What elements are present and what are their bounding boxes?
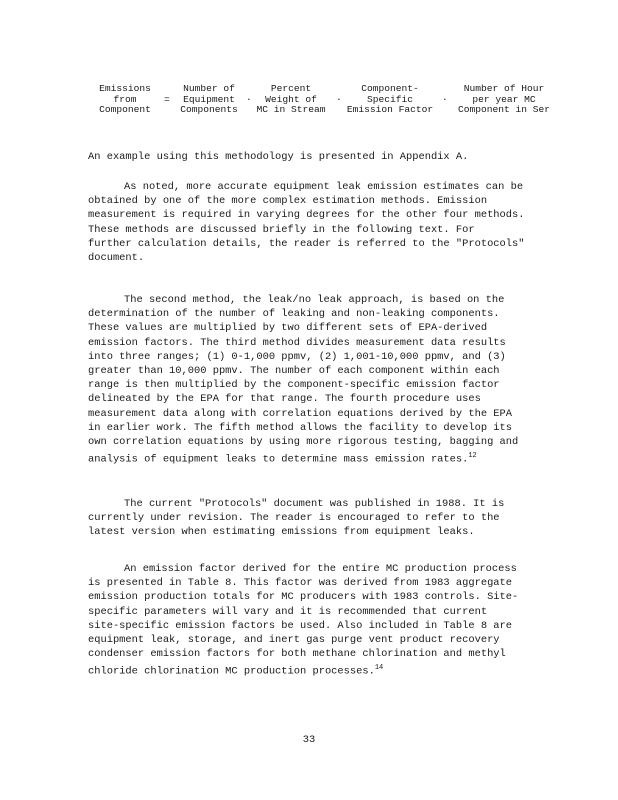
- emission-equation: [90, 84, 570, 124]
- text-line: currently under revision. The reader is encouraged to refer to the: [88, 512, 500, 525]
- text-line: These methods are discussed briefly in the following text. For: [88, 223, 475, 236]
- text-line: emission factors. The third method divides measurement data results: [88, 336, 506, 349]
- text-line-with-footnote: [88, 449, 548, 467]
- text-line: latest version when estimating emissions from equipment leaks.: [88, 526, 475, 539]
- paragraph-protocols-document: [88, 497, 548, 540]
- equation-term-line: Specific: [366, 93, 414, 105]
- equation-term-line: Number of Hour: [463, 84, 545, 94]
- text-line: is presented in Table 8. This factor was derived from 1983 aggregate: [88, 577, 513, 590]
- equation-term-line: Weight of: [265, 93, 317, 105]
- paragraph-leak-methods: [88, 293, 548, 467]
- paragraph-example-reference: [88, 150, 548, 164]
- equation-term-line: MC in Stream: [256, 104, 326, 115]
- text-line: delineated by the EPA for that range. The fourth procedure uses: [88, 393, 481, 406]
- equation-term-line: Component: [99, 104, 151, 115]
- page-number: 33: [302, 734, 316, 746]
- equation-term-emissions: [90, 84, 160, 116]
- equation-term-percent: [250, 84, 332, 116]
- equation-term-line: Number of: [183, 83, 235, 94]
- multiply-sign: ·: [246, 93, 252, 105]
- text-line: These values are multiplied by two different sets of EPA-derived: [88, 322, 488, 335]
- text-line: measurement data along with correlation equations derived by the EPA: [88, 407, 513, 420]
- text-line: site-specific emission factors be used. Also included in Table 8 are: [88, 619, 513, 632]
- text-line: in earlier work. The fifth method allows the facility to develop its: [88, 421, 513, 434]
- equation-term-line: Component-: [361, 83, 419, 94]
- text-line: emission production totals for MC producers with 1983 controls. Site-: [88, 591, 519, 604]
- equals-sign: =: [164, 93, 170, 105]
- text-line: document.: [88, 252, 145, 265]
- text-line: obtained by one of the more complex estimation methods. Emission: [88, 195, 488, 208]
- text-line: measurement is required in varying degrees for the other four methods.: [88, 209, 525, 222]
- text-line: equipment leak, storage, and inert gas purge vent product recovery: [88, 634, 500, 647]
- equation-term-line: Emissions: [99, 83, 151, 94]
- text-line: into three ranges; (1) 0-1,000 ppmv, (2) 1,001-10,000 ppmv, and (3): [88, 350, 506, 363]
- equation-term-line: Emission Factor: [346, 104, 434, 115]
- text-line: further calculation details, the reader is referred to the "Protocols": [88, 237, 525, 250]
- footnote-marker: 14: [374, 664, 384, 673]
- text-line: own correlation equations by using more rigorous testing, bagging and: [88, 436, 519, 449]
- equation-term-line: Components: [180, 104, 238, 115]
- footnote-marker: 12: [468, 452, 477, 461]
- paragraph-emission-factor: [88, 562, 548, 679]
- multiply-sign: ·: [336, 93, 342, 105]
- text-line: specific parameters will vary and it is recommended that current: [88, 605, 488, 618]
- text-line: An example using this methodology is presented in Appendix A.: [88, 151, 469, 163]
- text-line: range is then multiplied by the component-specific emission factor: [88, 379, 500, 392]
- equation-term-line: Percent: [270, 83, 312, 94]
- text-line: determination of the number of leaking and non-leaking components.: [88, 308, 500, 321]
- equation-term-line: from: [113, 93, 137, 105]
- text-line: An emission factor derived for the entire MC production process: [124, 563, 517, 575]
- equation-term-hours: [452, 84, 556, 116]
- equation-term-line: per year MC: [472, 93, 536, 105]
- text-line-with-footnote: [88, 661, 548, 679]
- text-line: As noted, more accurate equipment leak emission estimates can be: [124, 181, 524, 193]
- text-line: The current "Protocols" document was published in 1988. It is: [124, 498, 505, 510]
- equation-term-line: Equipment: [183, 93, 235, 105]
- paragraph-complex-methods: [88, 180, 548, 265]
- equation-term-line: Component in Ser: [457, 104, 551, 115]
- text-line: greater than 10,000 ppmv. The number of each component within each: [88, 365, 500, 378]
- text-line: condenser emission factors for both methane chlorination and methyl: [88, 648, 506, 661]
- equation-term-factor: [342, 84, 438, 116]
- text-line: chloride chlorination MC production processes.: [88, 665, 375, 678]
- equation-term-components: [172, 84, 246, 116]
- multiply-sign: ·: [442, 93, 448, 105]
- text-line: analysis of equipment leaks to determine mass emission rates.: [88, 453, 469, 466]
- text-line: The second method, the leak/no leak approach, is based on the: [124, 294, 505, 306]
